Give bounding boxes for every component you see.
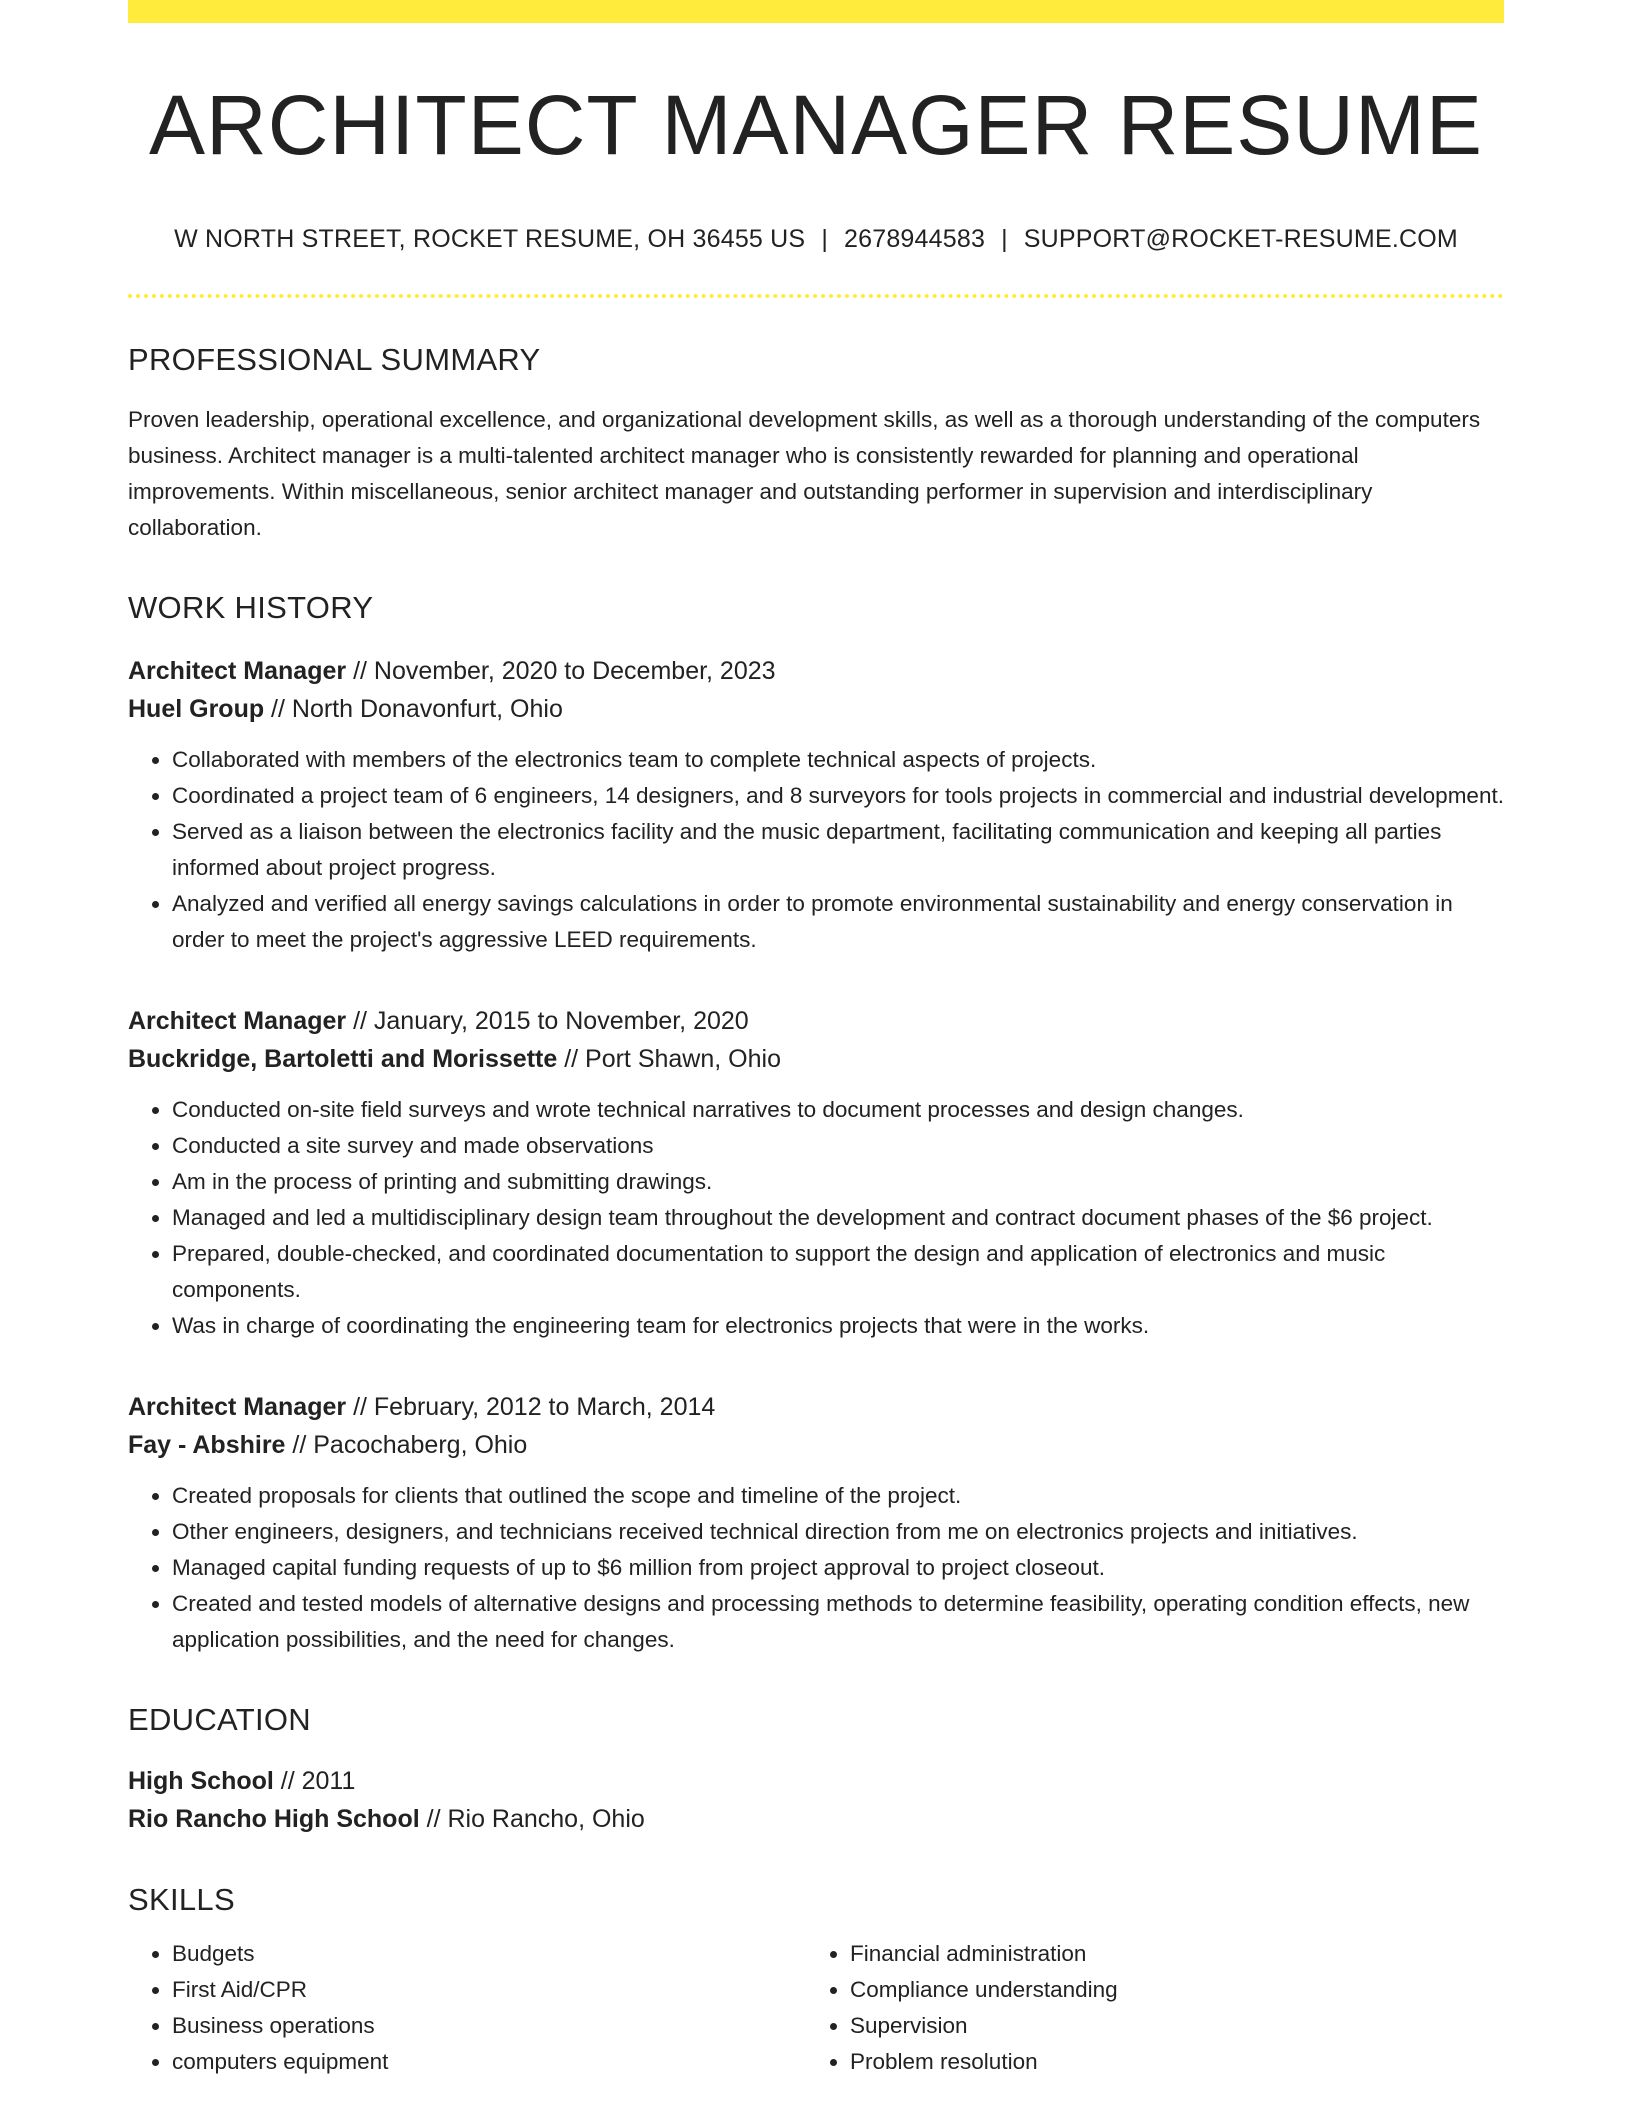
top-accent-bar — [128, 0, 1504, 23]
skill-item: • First Aid/CPR — [172, 1972, 806, 2008]
job-entry — [128, 652, 1504, 958]
job-bullet: • Managed and led a multidisciplinary design team throughout the development and contract document phases of the $6 project. — [172, 1200, 1504, 1236]
skill-item: • Financial administration — [850, 1936, 1484, 1972]
education-location: // Rio Rancho, Ohio — [419, 1805, 645, 1833]
education-degree-line — [128, 1762, 1504, 1800]
job-bullet: • Conducted a site survey and made observations — [172, 1128, 1504, 1164]
job-bullet: • Coordinated a project team of 6 engineers, 14 designers, and 8 surveyors for tools projects in commercial and industrial development. — [172, 778, 1504, 814]
job-bullet: • Was in charge of coordinating the engineering team for electronics projects that were in the works. — [172, 1308, 1504, 1344]
dotted-divider — [128, 294, 1504, 298]
contact-separator: | — [821, 225, 829, 253]
job-bullet: • Prepared, double-checked, and coordinated documentation to support the design and application of electronics and music components. — [172, 1236, 1504, 1308]
education-entry — [128, 1762, 1504, 1838]
job-title: Architect Manager — [128, 657, 347, 685]
job-bullet: • Conducted on-site field surveys and wrote technical narratives to document processes and design changes. — [172, 1092, 1504, 1128]
contact-address: W NORTH STREET, ROCKET RESUME, OH 36455 US — [174, 225, 806, 253]
job-bullets — [128, 1478, 1504, 1658]
job-location: // North Donavonfurt, Ohio — [264, 695, 563, 723]
job-bullet: • Created and tested models of alternative designs and processing methods to determine feasibility, operating condition effects, new application possibilities, and the need for changes. — [172, 1586, 1504, 1658]
job-company: Buckridge, Bartoletti and Morissette — [128, 1045, 558, 1073]
skill-item: • Budgets — [172, 1936, 806, 1972]
contact-line — [128, 225, 1504, 254]
skills-heading: SKILLS — [128, 1882, 235, 1917]
skill-item: • computers equipment — [172, 2044, 806, 2080]
job-dates: // November, 2020 to December, 2023 — [346, 657, 776, 685]
education-school: Rio Rancho High School — [128, 1805, 420, 1833]
skills-columns — [128, 1936, 1504, 2080]
job-entry — [128, 1388, 1504, 1658]
job-location: // Pacochaberg, Ohio — [285, 1431, 528, 1459]
contact-phone: 2678944583 — [844, 225, 986, 253]
skills-left-column — [128, 1936, 806, 2080]
summary-text: Proven leadership, operational excellence, and organizational development skills, as well as a thorough understanding of the computers business. Architect manager is a multi-talented architect manager who is consistently rewarded for planning and operational improvements. Within miscellaneous, senior architect manager and outstanding performer in supervision and interdisciplinary collaboration. — [128, 407, 1481, 540]
job-bullets — [128, 1092, 1504, 1344]
job-company: Fay - Abshire — [128, 1431, 286, 1459]
job-dates: // January, 2015 to November, 2020 — [346, 1007, 749, 1035]
job-company-line — [128, 1426, 1504, 1464]
resume-title: ARCHITECT MANAGER RESUME — [149, 78, 1483, 172]
job-bullet: • Created proposals for clients that outlined the scope and timeline of the project. — [172, 1478, 1504, 1514]
education-school-line — [128, 1800, 1504, 1838]
education-year: // 2011 — [273, 1767, 356, 1795]
contact-separator: | — [1001, 225, 1008, 253]
job-title-line — [128, 1002, 1504, 1040]
job-company-line — [128, 1040, 1504, 1078]
job-bullet: • Collaborated with members of the electronics team to complete technical aspects of projects. — [172, 742, 1504, 778]
job-company: Huel Group — [128, 695, 265, 723]
job-bullet: • Am in the process of printing and submitting drawings. — [172, 1164, 1504, 1200]
skill-item: • Problem resolution — [850, 2044, 1484, 2080]
job-title-line — [128, 652, 1504, 690]
contact-email: SUPPORT@ROCKET-RESUME.COM — [1023, 225, 1458, 253]
job-dates: // February, 2012 to March, 2014 — [346, 1393, 716, 1421]
resume-page — [128, 0, 1504, 2080]
job-company-line — [128, 690, 1504, 728]
job-bullet: • Analyzed and verified all energy savings calculations in order to promote environmental sustainability and energy conservation in order to meet the project's aggressive LEED requirements. — [172, 886, 1504, 958]
work-history-heading: WORK HISTORY — [128, 590, 374, 625]
job-title-line — [128, 1388, 1504, 1426]
skill-item: • Compliance understanding — [850, 1972, 1484, 2008]
job-entry — [128, 1002, 1504, 1344]
job-bullet: • Served as a liaison between the electronics facility and the music department, facilitating communication and keeping all parties informed about project progress. — [172, 814, 1504, 886]
job-bullets — [128, 742, 1504, 958]
summary-heading: PROFESSIONAL SUMMARY — [128, 342, 541, 377]
skill-item: • Supervision — [850, 2008, 1484, 2044]
job-bullet: • Other engineers, designers, and technicians received technical direction from me on electronics projects and initiatives. — [172, 1514, 1504, 1550]
job-title: Architect Manager — [128, 1393, 347, 1421]
job-location: // Port Shawn, Ohio — [557, 1045, 781, 1073]
skill-item: • Business operations — [172, 2008, 806, 2044]
skills-right-column — [806, 1936, 1484, 2080]
education-heading: EDUCATION — [128, 1702, 311, 1737]
job-title: Architect Manager — [128, 1007, 347, 1035]
education-degree: High School — [128, 1767, 274, 1795]
job-bullet: • Managed capital funding requests of up to $6 million from project approval to project closeout. — [172, 1550, 1504, 1586]
